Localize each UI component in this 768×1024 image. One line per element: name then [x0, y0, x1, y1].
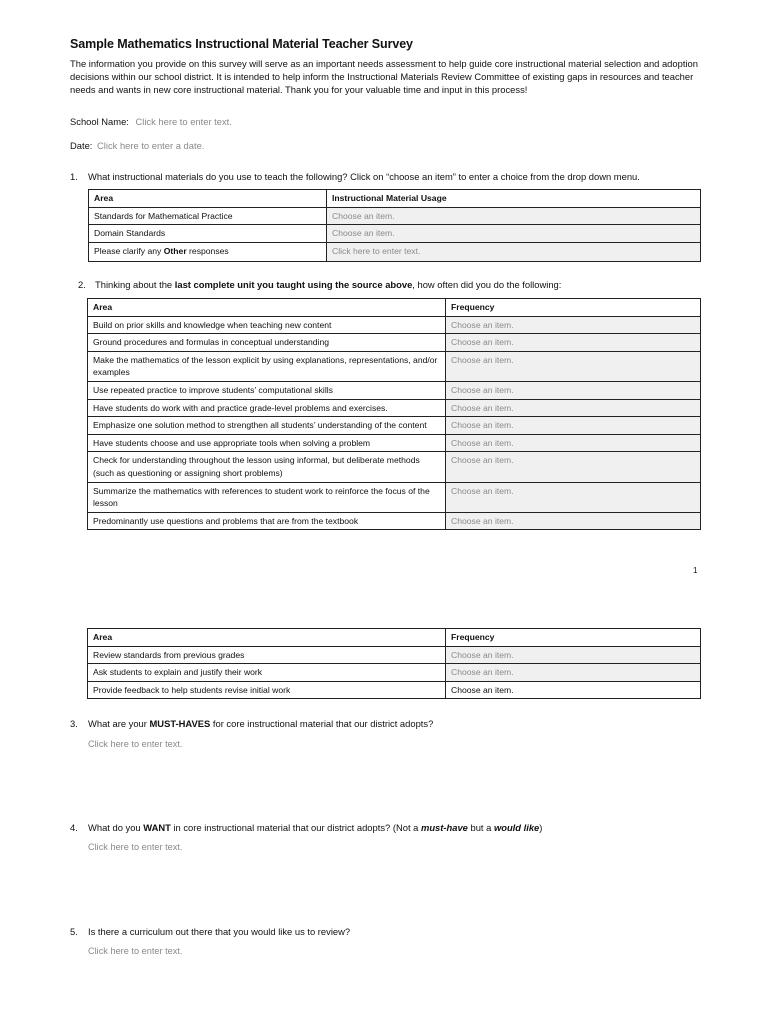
table-row [89, 207, 701, 225]
frequency-dropdown[interactable]: Choose an item. [446, 482, 701, 512]
q3-answer-input[interactable]: Click here to enter text. [88, 739, 183, 749]
school-name-label: School Name: [70, 116, 129, 127]
table-row [88, 664, 701, 682]
column-header: Frequency [446, 629, 701, 647]
table-row [88, 482, 701, 512]
table-row [88, 512, 701, 530]
area-cell: Make the mathematics of the lesson explicit by using explanations, representations, and/or examples [88, 351, 446, 381]
date-input[interactable]: Click here to enter a date. [97, 140, 205, 151]
question-number: 4. [70, 822, 78, 833]
column-header: Area [88, 629, 446, 647]
frequency-dropdown[interactable]: Choose an item. [446, 417, 701, 435]
frequency-dropdown[interactable]: Choose an item. [446, 646, 701, 664]
question-text-bold: MUST-HAVES [149, 718, 211, 729]
table-row [88, 334, 701, 352]
table-row [88, 399, 701, 417]
question-text-bold-italic: must-have [420, 822, 468, 833]
school-name-field [70, 116, 232, 127]
table-row [89, 225, 701, 243]
question-number: 2. [78, 279, 86, 290]
area-cell: Emphasize one solution method to strengthen all students’ understanding of the content [88, 417, 446, 435]
area-cell: Use repeated practice to improve students’ computational skills [88, 381, 446, 399]
table-row [88, 646, 701, 664]
table-header-row [89, 190, 701, 208]
area-cell: Have students do work with and practice grade-level problems and exercises. [88, 399, 446, 417]
page-number: 1 [693, 566, 698, 575]
question-3 [70, 717, 710, 731]
area-cell [89, 242, 327, 261]
question-text-bold: WANT [143, 822, 171, 833]
school-name-input[interactable]: Click here to enter text. [135, 116, 232, 127]
frequency-dropdown[interactable]: Choose an item. [446, 681, 701, 699]
question-text-part: but a [467, 822, 494, 833]
table-row [89, 242, 701, 261]
column-header: Instructional Material Usage [327, 190, 701, 208]
frequency-dropdown[interactable]: Choose an item. [446, 664, 701, 682]
question-text-part: ) [539, 822, 543, 833]
q4-answer-input[interactable]: Click here to enter text. [88, 842, 183, 852]
usage-dropdown[interactable]: Choose an item. [327, 225, 701, 243]
column-header: Frequency [446, 299, 701, 317]
frequency-dropdown[interactable]: Choose an item. [446, 434, 701, 452]
table-row [88, 434, 701, 452]
question-5 [70, 925, 710, 939]
question-text [95, 278, 561, 291]
question-4 [70, 821, 710, 835]
q5-answer-input[interactable]: Click here to enter text. [88, 946, 183, 956]
area-cell: Ground procedures and formulas in conceptual understanding [88, 334, 446, 352]
question-text-part: in core instructional material that our district adopts? (Not a [170, 822, 421, 833]
question-text-bold: last complete unit you taught using the source above [174, 279, 413, 290]
question-1 [70, 170, 710, 184]
area-cell: Standards for Mathematical Practice [89, 207, 327, 225]
frequency-dropdown[interactable]: Choose an item. [446, 381, 701, 399]
intro-paragraph: The information you provide on this survey will serve as an important needs assessment to help guide core instructional material selection and adoption decisions within our school district. It is intended to help inform the Instructional Materials Review Committee of existing gaps in resources and teacher needs and wants in new core instructional material. Thank you for your valuable time and input in this process! [70, 58, 698, 96]
frequency-dropdown[interactable]: Choose an item. [446, 334, 701, 352]
table-row [88, 452, 701, 482]
area-cell: Domain Standards [89, 225, 327, 243]
question-number: 1. [70, 171, 78, 182]
question-text [88, 717, 433, 730]
q2-continued-table [87, 628, 701, 699]
question-text-part: Thinking about the [95, 279, 175, 290]
question-text-part: What do you [88, 822, 144, 833]
question-text-part: for core instructional material that our district adopts? [210, 718, 434, 729]
area-cell: Have students choose and use appropriate tools when solving a problem [88, 434, 446, 452]
question-text-bold-italic: would like [493, 822, 540, 833]
table-row [88, 316, 701, 334]
area-text: Please clarify any [94, 245, 164, 256]
column-header: Area [89, 190, 327, 208]
frequency-dropdown[interactable]: Choose an item. [446, 351, 701, 381]
question-text: Is there a curriculum out there that you would like us to review? [88, 926, 351, 937]
frequency-dropdown[interactable]: Choose an item. [446, 399, 701, 417]
question-number: 3. [70, 718, 78, 729]
frequency-dropdown[interactable]: Choose an item. [446, 512, 701, 530]
area-cell: Predominantly use questions and problems that are from the textbook [88, 512, 446, 530]
area-text-bold: Other [163, 245, 187, 256]
q1-table [88, 189, 701, 262]
table-row [88, 351, 701, 381]
table-header-row [88, 629, 701, 647]
date-field [70, 140, 204, 151]
question-number: 5. [70, 926, 78, 937]
question-text-part: , how often did you do the following: [412, 279, 562, 290]
frequency-dropdown[interactable]: Choose an item. [446, 452, 701, 482]
area-cell: Review standards from previous grades [88, 646, 446, 664]
question-text [88, 821, 542, 834]
question-text: What instructional materials do you use to teach the following? Click on “choose an item” to enter a choice from the drop down menu. [88, 171, 640, 182]
date-label: Date: [70, 140, 93, 151]
document-title: Sample Mathematics Instructional Material Teacher Survey [70, 37, 413, 51]
area-cell: Check for understanding throughout the lesson using informal, but deliberate methods (such as questioning or assigning short problems) [88, 452, 446, 482]
question-text-part: What are your [88, 718, 150, 729]
table-header-row [88, 299, 701, 317]
clarify-text-input[interactable]: Click here to enter text. [327, 242, 701, 261]
area-cell: Ask students to explain and justify their work [88, 664, 446, 682]
frequency-dropdown[interactable]: Choose an item. [446, 316, 701, 334]
area-cell: Summarize the mathematics with references to student work to reinforce the focus of the lesson [88, 482, 446, 512]
table-row [88, 381, 701, 399]
question-2 [78, 278, 718, 292]
q2-table [87, 298, 701, 530]
area-text: responses [186, 245, 229, 256]
area-cell: Build on prior skills and knowledge when teaching new content [88, 316, 446, 334]
table-row [88, 681, 701, 699]
table-row [88, 417, 701, 435]
area-cell: Provide feedback to help students revise initial work [88, 681, 446, 699]
usage-dropdown[interactable]: Choose an item. [327, 207, 701, 225]
column-header: Area [88, 299, 446, 317]
